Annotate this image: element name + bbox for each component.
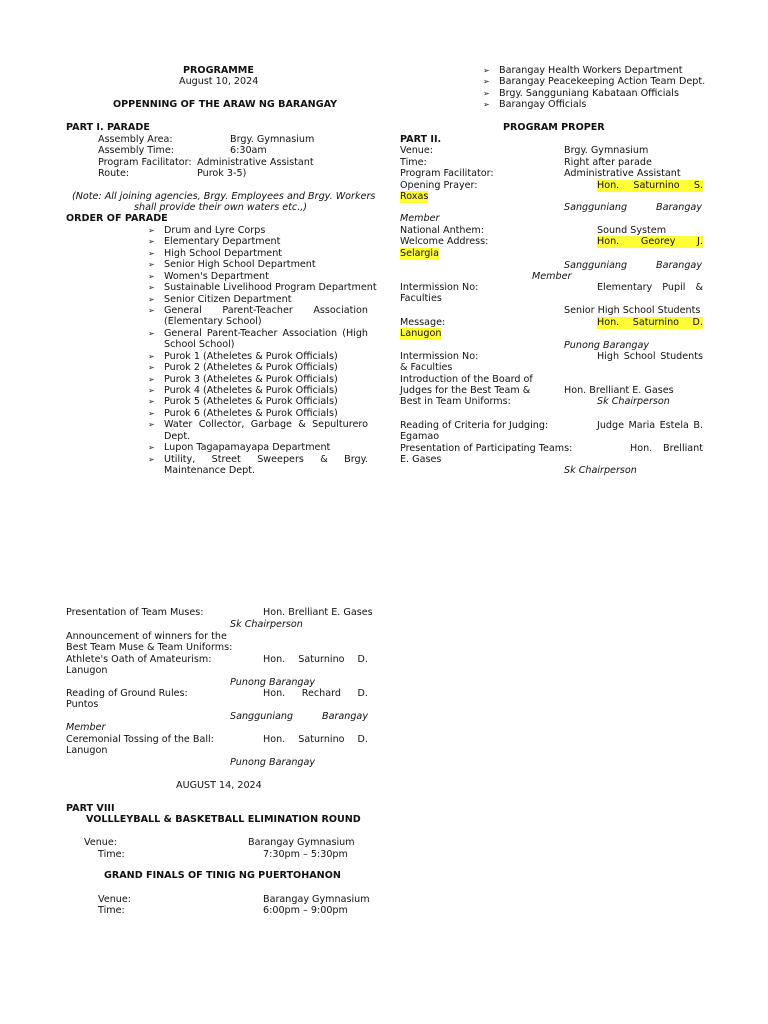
rules-role: Sangguniang Barangay (230, 711, 368, 722)
programme-title: PROGRAMME (183, 65, 254, 76)
part2-heading: PART II. (400, 134, 442, 145)
intro-line3: Best in Team Uniforms: (400, 396, 511, 407)
time-label: Time: (400, 157, 427, 168)
parade-item: ➢ Purok 1 (Atheletes & Purok Officials) (164, 351, 338, 363)
event-title: OPPENNING OF THE ARAW NG BARANGAY (113, 99, 338, 110)
part1-heading: PART I. PARADE (66, 122, 150, 133)
rules-speaker-cont: Puntos (66, 699, 99, 710)
toss-speaker: Hon. Saturnino D. (263, 734, 368, 745)
parade-item: ➢ Purok 2 (Atheletes & Purok Officials) (164, 362, 338, 374)
oath-role: Punong Barangay (230, 677, 316, 688)
teams-speaker-cont: E. Gases (400, 454, 442, 465)
parade-item: ➢ Purok 6 (Atheletes & Purok Officials) (164, 408, 338, 420)
intro-role: Sk Chairperson (597, 396, 670, 407)
parade-item: ➢ High School Department (164, 248, 282, 260)
venue-label: Venue: (400, 145, 434, 156)
note-line-1: (Note: All joining agencies, Brgy. Employees and Brgy. Workers (72, 191, 376, 202)
parade-item: Maintenance Dept. (164, 465, 256, 477)
criteria-label: Reading of Criteria for Judging: (400, 420, 549, 431)
welcome-speaker: Hon. Georey J. (597, 236, 703, 247)
assembly-time-value: 6:30am (230, 145, 267, 156)
time-value: Right after parade (564, 157, 652, 168)
announcement-line1: Announcement of winners for the (66, 631, 227, 642)
parade-item-right: ➢ Brgy. Sangguniang Kabataan Officials (499, 88, 679, 100)
parade-item: ➢ Senior High School Department (164, 259, 316, 271)
intro-line2: Judges for the Best Team & (400, 385, 531, 396)
parade-item: ➢ General Parent-Teacher Association (164, 305, 368, 317)
programme-date: August 10, 2024 (179, 76, 259, 87)
oath-speaker: Hon. Saturnino D. (263, 654, 368, 665)
intermission1-value-cont: Faculties (400, 293, 442, 304)
toss-role: Punong Barangay (230, 757, 316, 768)
assembly-area-label: Assembly Area: (98, 134, 173, 145)
vb-venue-value: Barangay Gymnasium (248, 837, 355, 848)
part8-heading: PART VIII (66, 803, 115, 814)
gf-venue-label: Venue: (98, 894, 132, 905)
welcome-role-cont: Member (532, 271, 572, 282)
venue-value: Brgy. Gymnasium (564, 145, 649, 156)
program-proper-heading: PROGRAM PROPER (503, 122, 605, 133)
intermission1-label: Intermission No: (400, 282, 479, 293)
parade-item: ➢ Water Collector, Garbage & Sepulturero (164, 419, 368, 431)
oath-speaker-cont: Lanugon (66, 665, 108, 676)
welcome-label: Welcome Address: (400, 236, 489, 247)
muses-label: Presentation of Team Muses: (66, 607, 204, 618)
intermission2-label: Intermission No: (400, 351, 479, 362)
parade-item-right: ➢ Barangay Health Workers Department (499, 65, 683, 77)
prayer-role-cont: Member (400, 213, 440, 224)
gf-venue-value: Barangay Gymnasium (263, 894, 370, 905)
route-value: Purok 3-5) (197, 168, 247, 179)
muses-role: Sk Chairperson (230, 619, 303, 630)
intro-speaker: Hon. Brelliant E. Gases (564, 385, 674, 396)
grand-finals-title: GRAND FINALS OF TINIG NG PUERTOHANON (104, 870, 341, 881)
teams-role: Sk Chairperson (564, 465, 637, 476)
prayer-label: Opening Prayer: (400, 180, 478, 191)
part2-facilitator-label: Program Facilitator: (400, 168, 494, 179)
anthem-label: National Anthem: (400, 225, 484, 236)
parade-item-right: ➢ Barangay Peacekeeping Action Team Dept. (499, 76, 705, 88)
parade-item: Dept. (164, 430, 191, 442)
parade-item: ➢ Senior Citizen Department (164, 294, 292, 306)
second-date: AUGUST 14, 2024 (176, 780, 262, 791)
welcome-speaker-cont: Selargia (400, 248, 439, 259)
part2-facilitator-value: Administrative Assistant (564, 168, 681, 179)
announcement-line2: Best Team Muse & Team Uniforms: (66, 642, 233, 653)
facilitator-label: Program Facilitator: (98, 157, 192, 168)
gf-time-value: 6:00pm – 9:00pm (263, 905, 348, 916)
intermission1-value: Elementary Pupil & (597, 282, 703, 293)
assembly-time-label: Assembly Time: (98, 145, 175, 156)
teams-speaker: Hon. Brelliant (630, 443, 703, 454)
criteria-speaker: Judge Maria Estela B. (597, 420, 703, 431)
message-label: Message: (400, 317, 446, 328)
vb-time-label: Time: (98, 849, 125, 860)
intermission2-value-cont: & Faculties (400, 362, 453, 373)
welcome-role: Sangguniang Barangay (564, 260, 702, 271)
parade-item: ➢ Purok 5 (Atheletes & Purok Officials) (164, 396, 338, 408)
toss-label: Ceremonial Tossing of the Ball: (66, 734, 214, 745)
rules-role-cont: Member (66, 722, 106, 733)
muses-speaker: Hon. Brelliant E. Gases (263, 607, 373, 618)
order-heading: ORDER OF PARADE (66, 213, 168, 224)
parade-item: ➢ Women's Department (164, 271, 269, 283)
parade-item: ➢ Purok 4 (Atheletes & Purok Officials) (164, 385, 338, 397)
parade-item: ➢ Elementary Department (164, 236, 280, 248)
parade-item: School School) (164, 339, 235, 351)
volleyball-title: VOLLLEYBALL & BASKETBALL ELIMINATION ROUND (86, 814, 361, 825)
gf-time-label: Time: (98, 905, 125, 916)
parade-item-right: ➢ Barangay Officials (499, 99, 586, 111)
parade-item: ➢ Purok 3 (Atheletes & Purok Officials) (164, 374, 338, 386)
parade-item: ➢ General Parent-Teacher Association (High (164, 328, 368, 340)
vb-time-value: 7:30pm – 5:30pm (263, 849, 348, 860)
note-line-2: shall provide their own waters etc.,) (134, 202, 308, 213)
oath-label: Athlete's Oath of Amateurism: (66, 654, 212, 665)
prayer-role: Sangguniang Barangay (564, 202, 702, 213)
facilitator-value: Administrative Assistant (197, 157, 314, 168)
criteria-speaker-cont: Egamao (400, 431, 440, 442)
message-speaker: Hon. Saturnino D. (597, 317, 703, 328)
message-role: Punong Barangay (564, 340, 650, 351)
parade-item: ➢ Utility, Street Sweepers & Brgy. (164, 454, 368, 466)
route-label: Route: (98, 168, 130, 179)
rules-label: Reading of Ground Rules: (66, 688, 188, 699)
parade-item: ➢ Lupon Tagapamayapa Department (164, 442, 330, 454)
intro-line1: Introduction of the Board of (400, 374, 533, 385)
shs-students: Senior High School Students (564, 305, 701, 316)
assembly-area-value: Brgy. Gymnasium (230, 134, 315, 145)
message-speaker-cont: Lanugon (400, 328, 442, 339)
parade-item: (Elementary School) (164, 316, 262, 328)
parade-item: ➢ Sustainable Livelihood Program Department (164, 282, 377, 294)
rules-speaker: Hon. Rechard D. (263, 688, 368, 699)
teams-label: Presentation of Participating Teams: (400, 443, 573, 454)
vb-venue-label: Venue: (84, 837, 118, 848)
anthem-value: Sound System (597, 225, 667, 236)
toss-speaker-cont: Lanugon (66, 745, 108, 756)
prayer-speaker: Hon. Saturnino S. (597, 180, 703, 191)
intermission2-value: High School Students (597, 351, 703, 362)
parade-item: ➢ Drum and Lyre Corps (164, 225, 265, 237)
prayer-speaker-cont: Roxas (400, 191, 429, 202)
